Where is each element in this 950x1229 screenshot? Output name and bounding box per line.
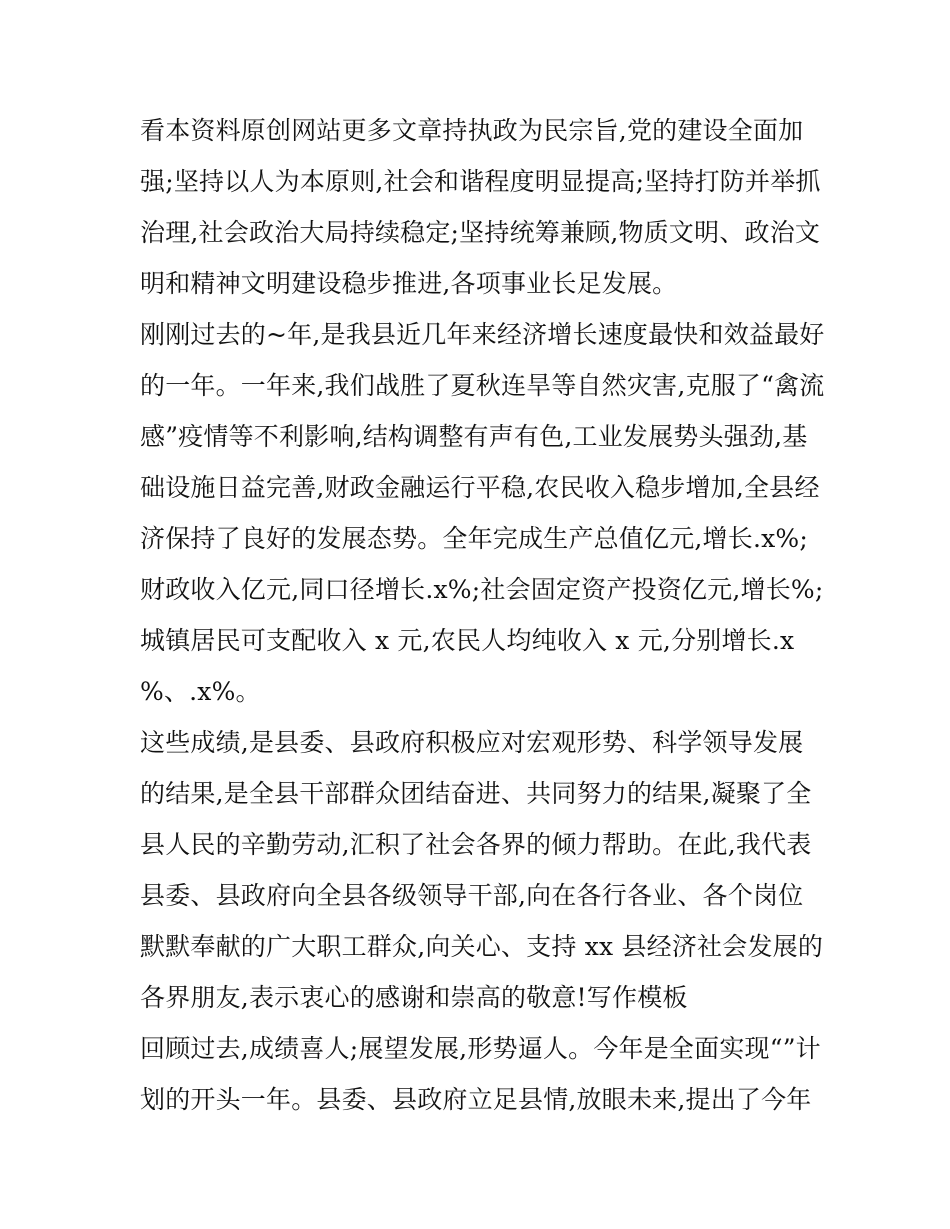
- text-line: 城镇居民可支配收入 x 元,农民人均纯收入 x 元,分别增长.x: [140, 626, 795, 655]
- text-line: 县委、县政府向全县各级领导干部,向在各行各业、各个岗位: [140, 881, 804, 910]
- text-line: 刚刚过去的~年,是我县近几年来经济增长速度最快和效益最好: [140, 320, 825, 349]
- text-line: 默默奉献的广大职工群众,向关心、支持 xx 县经济社会发展的: [140, 932, 824, 961]
- text-line: 治理,社会政治大局持续稳定;坚持统筹兼顾,物质文明、政治文: [140, 218, 821, 247]
- text-line: 回顾过去,成绩喜人;展望发展,形势逼人。今年是全面实现“”计: [140, 1034, 821, 1063]
- text-line: 础设施日益完善,财政金融运行平稳,农民收入稳步增加,全县经: [140, 473, 820, 502]
- text-line: 这些成绩,是县委、县政府积极应对宏观形势、科学领导发展: [140, 728, 804, 757]
- text-line: 的一年。一年来,我们战胜了夏秋连旱等自然灾害,克服了“禽流: [140, 371, 825, 400]
- text-line: 财政收入亿元,同口径增长.x%;社会固定资产投资亿元,增长%;: [140, 575, 824, 604]
- text-line: 明和精神文明建设稳步推进,各项事业长足发展。: [140, 269, 678, 298]
- text-line: %、.x%。: [140, 677, 261, 706]
- text-line: 济保持了良好的发展态势。全年完成生产总值亿元,增长.x%;: [140, 524, 808, 553]
- text-line: 县人民的辛勤劳动,汇积了社会各界的倾力帮助。在此,我代表: [140, 830, 812, 859]
- text-line: 感”疫情等不利影响,结构调整有声有色,工业发展势头强劲,基: [140, 422, 808, 451]
- document-body: [140, 105, 825, 1125]
- text-line: 各界朋友,表示衷心的感谢和崇高的敬意!写作模板: [140, 983, 688, 1012]
- text-line: 的结果,是全县干部群众团结奋进、共同努力的结果,凝聚了全: [140, 779, 812, 808]
- text-line: 划的开头一年。县委、县政府立足县情,放眼未来,提出了今年: [140, 1085, 812, 1114]
- text-line: 强;坚持以人为本原则,社会和谐程度明显提高;坚持打防并举抓: [140, 167, 821, 196]
- text-line: 看本资料原创网站更多文章持执政为民宗旨,党的建设全面加: [140, 116, 804, 145]
